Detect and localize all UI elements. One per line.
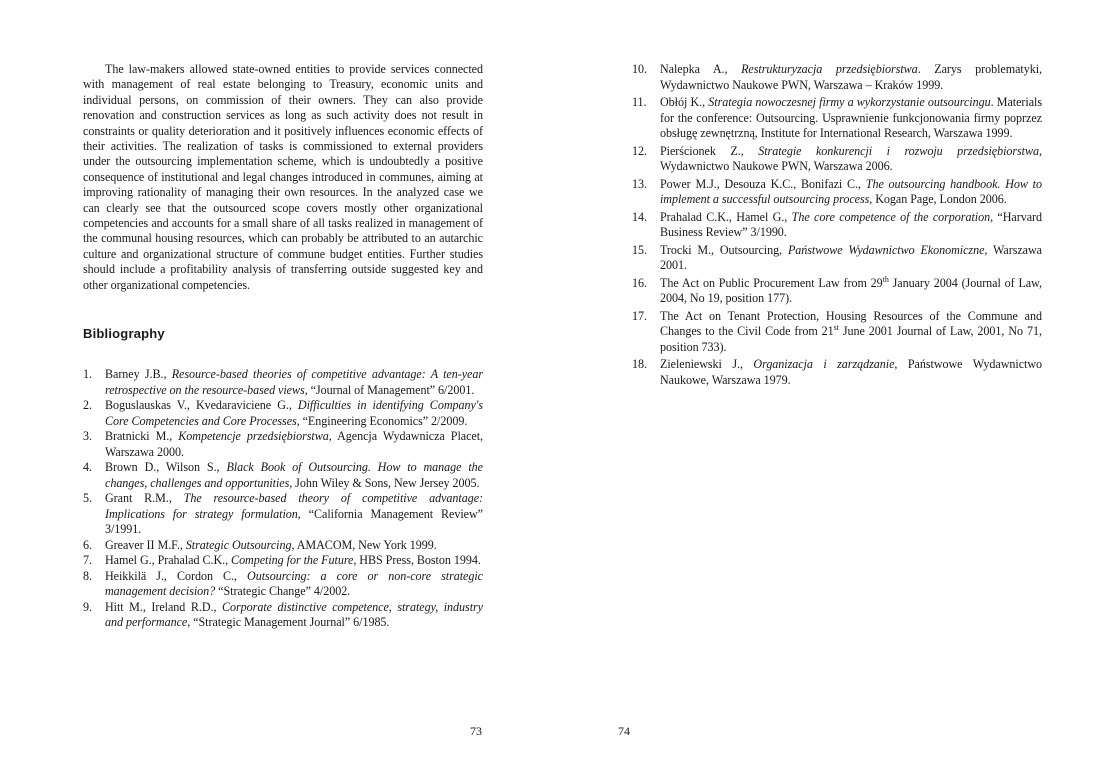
reference-item: 5. Grant R.M., The resource-based theory of competitive advantage: Implications for strategy formulation, “California Management Review” 3/1991. <box>83 491 483 537</box>
page-right <box>550 0 1100 783</box>
right-column <box>632 62 1043 390</box>
page-number-left: 73 <box>470 724 482 738</box>
page-number-right: 74 <box>618 724 630 738</box>
reference-item: 16. The Act on Public Procurement Law from 29th January 2004 (Journal of Law, 2004, No 19, position 177). <box>632 274 1042 305</box>
reference-item: 15. Trocki M., Outsourcing, Państwowe Wydawnictwo Ekonomiczne, Warszawa 2001. <box>632 242 1042 272</box>
reference-item: 17. The Act on Tenant Protection, Housing Resources of the Commune and Changes to the Civil Code from 21st June 2001 Journal of Law, 2001, No 71, position 733). <box>632 308 1042 354</box>
reference-item: 13. Power M.J., Desouza K.C., Bonifazi C., The outsourcing handbook. How to implement a successful outsourcing process, Kogan Page, London 2006. <box>632 176 1042 206</box>
reference-item: 12. Pierścionek Z., Strategie konkurencji i rozwoju przedsiębiorstwa, Wydawnictwo Naukowe PWN, Warszawa 2006. <box>632 143 1042 173</box>
reference-item: 18. Zieleniewski J., Organizacja i zarządzanie, Państwowe Wydawnictwo Naukowe, Warszawa 1979. <box>632 357 1043 387</box>
reference-item: 9. Hitt M., Ireland R.D., Corporate distinctive competence, strategy, industry and performance, “Strategic Management Journal” 6/1985. <box>83 599 483 630</box>
reference-item: 14. Prahalad C.K., Hamel G., The core competence of the corporation, “Harvard Business Review” 3/1990. <box>632 209 1042 239</box>
reference-item: 1. Barney J.B., Resource-based theories of competitive advantage: A ten-year retrospective on the resource-based views, “Journal of Management” 6/2001. <box>83 367 483 397</box>
bibliography-list-right <box>632 62 1043 388</box>
bibliography-list-left <box>83 367 483 631</box>
bibliography-heading: Bibliography <box>83 326 165 342</box>
reference-item: 2. Boguslauskas V., Kvedaraviciene G., Difficulties in identifying Company's Core Competencies and Core Processes, “Engineering Economics” 2/2009. <box>83 398 483 428</box>
reference-item: 3. Bratnicki M., Kompetencje przedsiębiorstwa, Agencja Wydawnicza Placet, Warszawa 2000. <box>83 429 483 459</box>
reference-item: 8. Heikkilä J., Cordon C., Outsourcing: a core or non-core strategic management decision? “Strategic Change” 4/2002. <box>83 568 483 599</box>
reference-item: 7. Hamel G., Prahalad C.K., Competing for the Future, HBS Press, Boston 1994. <box>83 553 481 568</box>
reference-item: 10. Nalepka A., Restrukturyzacja przedsiębiorstwa. Zarys problematyki, Wydawnictwo Naukowe PWN, Warszawa – Kraków 1999. <box>632 62 1042 92</box>
reference-item: 6. Greaver II M.F., Strategic Outsourcing, AMACOM, New York 1999. <box>83 537 437 552</box>
reference-item: 4. Brown D., Wilson S., Black Book of Outsourcing. How to manage the changes, challenges and opportunities, John Wiley & Sons, New Jersey 2005. <box>83 460 483 490</box>
reference-item: 11. Obłój K., Strategia nowoczesnej firmy a wykorzystanie outsourcingu. Materials for the conference: Outsourcing. Usprawnienie funkcjonowania firmy poprzez obsługę zewnętrzną, Institute for International Research, Warszawa 1999. <box>632 95 1042 140</box>
left-column <box>83 62 483 631</box>
body-paragraph: The law-makers allowed state-owned entities to provide services connected with management of real estate belonging to Treasury, economic units and individual persons, on commission of their owners. They can also provide renovation and construction services as long as such activity does not result in constraints or quality deterioration and it positively influences economic effects of their activities. The realization of tasks is commissioned to external providers under the outsourcing implementation scheme, which is undoubtedly a positive consequence of institutional and legal changes introduced in communes, aiming at improving rationality of managing their own resources. In the analyzed case we can clearly see that the outsourced scope covers mostly other organizational competencies and accounts for a small share of all tasks realized in management of the communal housing resources, which can probably be attributed to an autarchic culture and organizational structure of commune budget entities. Further studies should include a profitability analysis of transferring outside suggested key and other organizational competencies. <box>83 62 483 292</box>
